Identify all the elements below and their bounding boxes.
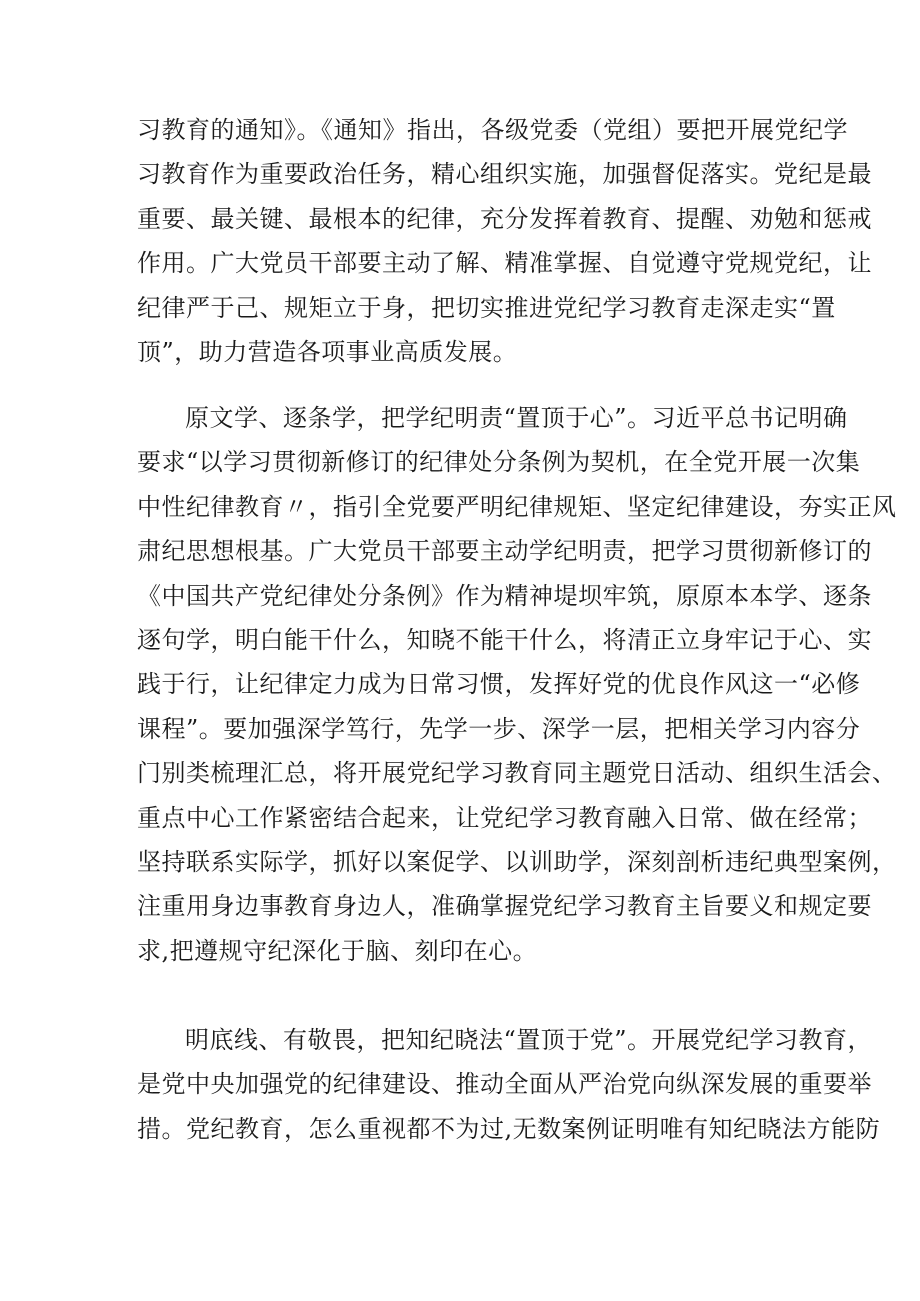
text-line: 求,把遵规守纪深化于脑、刻印在心。 [137, 936, 538, 965]
text-line: 坚持联系实际学，抓好以案促学、以训助学，深刻剖析违纪典型案例， [137, 847, 897, 876]
text-line: 措。党纪教育，怎么重视都不为过,无数案例证明唯有知纪晓法方能防 [137, 1114, 881, 1143]
text-line: 中性纪律教育〃，指引全党要严明纪律规矩、坚定纪律建设，夯实正风 [137, 492, 897, 521]
text-line: 明底线、有敬畏，把知纪晓法“置顶于党”。开展党纪学习教育， [185, 1026, 873, 1054]
text-line: 习教育的通知》。《通知》指出，各级党委（党组）要把开展党纪学 [137, 116, 848, 144]
paragraph-2 [137, 396, 897, 973]
text-line: 要求“以学习贯彻新修订的纪律处分条例为契机，在全党开展一次集 [137, 448, 861, 477]
text-line: 逐句学，明白能干什么，知晓不能干什么，将清正立身牢记于心、实 [137, 625, 872, 654]
text-line: 课程”。要加强深学笃行，先学一步、深学一层，把相关学习内容分 [137, 714, 861, 743]
text-line: 注重用身边事教育身边人，准确掌握党纪学习教育主旨要义和规定要 [137, 892, 872, 921]
text-line: 是党中央加强党的纪律建设、推动全面从严治党向纵深发展的重要举 [137, 1070, 872, 1099]
text-line: 顶”，助力营造各项事业高质发展。 [137, 337, 518, 366]
text-line: 作用。广大党员干部要主动了解、精准掌握、自觉遵守党规党纪，让 [137, 249, 872, 278]
text-line: 纪律严于己、规矩立于身，把切实推进党纪学习教育走深走实“置 [137, 293, 836, 322]
text-line: 习教育作为重要政治任务，精心组织实施，加强督促落实。党纪是最 [137, 160, 872, 189]
paragraph-1 [137, 108, 872, 374]
text-line: 原文学、逐条学，把学纪明责“置顶于心”。习近平总书记明确 [185, 404, 848, 432]
text-line: 肃纪思想根基。广大党员干部要主动学纪明责，把学习贯彻新修订的 [137, 537, 872, 566]
text-line: 《中国共产党纪律处分条例》作为精神堤坝牢筑，原原本本学、逐条 [137, 581, 872, 610]
text-line: 践于行，让纪律定力成为日常习惯，发挥好党的优良作风这一“必修 [137, 670, 861, 699]
text-line: 重要、最关键、最根本的纪律，充分发挥着教育、提醒、劝勉和惩戒 [137, 204, 872, 233]
text-line: 重点中心工作紧密结合起来，让党纪学习教育融入日常、做在经常； [137, 803, 872, 832]
text-line: 门别类梳理汇总，将开展党纪学习教育同主题党日活动、组织生活会、 [137, 759, 897, 788]
paragraph-3 [137, 1018, 881, 1151]
